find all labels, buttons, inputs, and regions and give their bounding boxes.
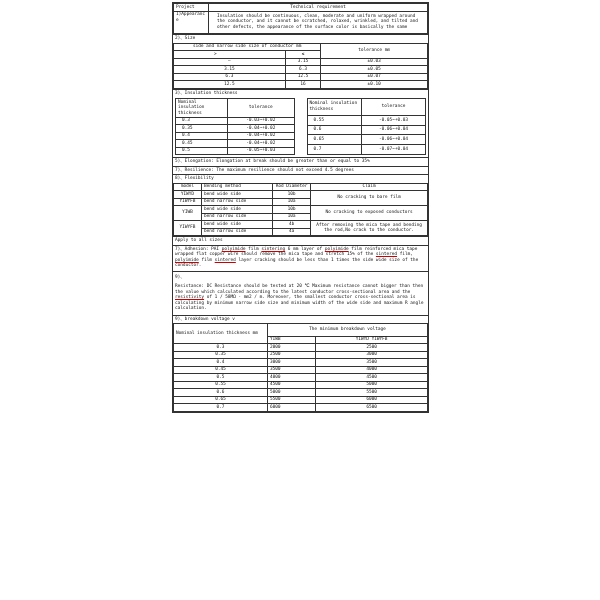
adhesion-term: polyimide <box>221 246 246 252</box>
resistance-label: 9)、 <box>175 274 185 280</box>
resistance-term: resistivity <box>175 295 205 300</box>
table-row <box>174 66 428 74</box>
table-row <box>176 132 295 140</box>
adhesion-term: sintered <box>214 257 236 263</box>
table-row <box>174 73 428 81</box>
thickness-cell: 0.65 <box>307 135 362 145</box>
breakdown-yiwb: 2000 <box>267 344 315 352</box>
breakdown-thickness: 0.55 <box>174 381 268 389</box>
insulation-table-right <box>307 98 427 155</box>
breakdown-yiwb: 5500 <box>267 396 315 404</box>
thickness-cell: 0.4 <box>176 132 228 140</box>
flex-rod: 4a <box>273 228 311 236</box>
breakdown-yiwyd: 2500 <box>316 344 428 352</box>
table-row <box>176 140 295 148</box>
thickness-cell: 0.6 <box>307 125 362 135</box>
flex-header-model: model <box>174 183 202 191</box>
breakdown-yiwyd: 5000 <box>316 381 428 389</box>
tolerance-cell: -0.04~+0.02 <box>228 132 294 140</box>
breakdown-yiwyd: 3000 <box>316 351 428 359</box>
insulation-section-title: 3)、Insulation thickness <box>173 89 428 98</box>
resistance-part: of 1 / 58MΩ · mm2 / m. Moreover, the smallest conductor cross-sectional area is calculating by minimum narrow side size and minimum width of the wide side and maximum R angle calculation. <box>175 295 424 311</box>
flex-method: bend wide side <box>201 206 272 214</box>
adhesion-part: film reinforced mica tape wrapped flat copper wire should remove the mica tape and stretch 15% of the <box>175 246 418 257</box>
flex-model: YIWYD <box>174 191 202 199</box>
adhesion-term: sintered <box>375 252 398 257</box>
breakdown-yiwyd: 6500 <box>316 404 428 412</box>
tolerance-cell: -0.05~+0.03 <box>228 147 294 155</box>
insulation-tables <box>173 97 428 157</box>
flex-rod: 10a <box>273 213 311 221</box>
flex-claim: No cracking to bare film <box>311 191 428 206</box>
size-to: 3.15 <box>285 58 321 66</box>
thickness-cell: 0.5 <box>176 147 228 155</box>
table-row <box>174 374 428 382</box>
breakdown-thickness: 0.35 <box>174 351 268 359</box>
adhesion-term: polyimide <box>175 257 199 263</box>
breakdown-yiwyd: 4500 <box>316 374 428 382</box>
size-tolerance: ±0.05 <box>321 66 428 74</box>
adhesion-part: 7)、Adhesion: PAI <box>175 246 222 252</box>
breakdown-thickness: 0.3 <box>174 344 268 352</box>
flex-model: YIWYFB <box>174 198 202 206</box>
flex-claim: After removing the mica tape and bending the rod,No crack to the conductor. <box>311 221 428 236</box>
table-row <box>174 206 428 214</box>
breakdown-series-yiwb: YIWB <box>267 336 315 344</box>
flex-rod: 10b <box>273 191 311 199</box>
table-row <box>174 366 428 374</box>
breakdown-thickness: 0.5 <box>174 374 268 382</box>
breakdown-header-thickness: Nominal insulation thickness mm <box>174 324 268 344</box>
tolerance-cell: -0.05~+0.03 <box>362 115 426 125</box>
adhesion-part: film <box>198 257 215 263</box>
breakdown-yiwyd: 4000 <box>316 366 428 374</box>
table-row <box>174 381 428 389</box>
size-table-wrap <box>173 43 428 89</box>
adhesion-text <box>173 245 428 271</box>
table-row <box>176 125 295 133</box>
adhesion-part: film, <box>397 252 413 257</box>
thickness-cell: 0.55 <box>307 115 362 125</box>
resistance-part: Resistance: DC Resistance should be tested at 20 ℃ Maximum resistance cannot bigger than then the value which calculated according to the latest conductor cross-sectional area and the <box>175 284 424 295</box>
size-col-dimension: side and narrow side size of conductor mm <box>174 43 321 51</box>
flex-rod: 10a <box>273 198 311 206</box>
size-from: 6.3 <box>174 73 286 81</box>
table-row <box>174 191 428 199</box>
size-sub-greater: > <box>174 51 286 59</box>
elongation-text: 5)、Elongation: Elongation at break should be greater than or equal to 35% <box>173 157 428 166</box>
tolerance-cell: -0.07~+0.04 <box>362 145 426 155</box>
flex-method: bend narrow side <box>201 228 272 236</box>
breakdown-yiwb: 4000 <box>267 374 315 382</box>
table-row <box>307 115 426 125</box>
resilience-text: 7)、Resilience: The maximum resilience should not exceed 4.5 degrees <box>173 166 428 175</box>
breakdown-yiwb: 3500 <box>267 366 315 374</box>
size-to: 16 <box>285 81 321 89</box>
size-tolerance: ±0.07 <box>321 73 428 81</box>
table-row <box>307 135 426 145</box>
project-header: Project <box>174 4 209 12</box>
table-row <box>307 145 426 155</box>
tolerance-cell: -0.04~+0.02 <box>228 140 294 148</box>
breakdown-table <box>173 323 428 412</box>
thickness-cell: 0.35 <box>176 125 228 133</box>
flex-rod: 4b <box>273 221 311 229</box>
flex-claim: No cracking to exposed conductors <box>311 206 428 221</box>
adhesion-term: sintering <box>261 246 286 252</box>
flexibility-footer: Apply to all sizes <box>173 236 428 245</box>
flex-header-claim: Claim <box>311 183 428 191</box>
breakdown-section-title: 9)、breakdown voltage v <box>173 315 428 324</box>
adhesion-part: 6 mm layer of <box>285 246 325 252</box>
size-from: 12.5 <box>174 81 286 89</box>
breakdown-yiwyd: 3500 <box>316 359 428 367</box>
size-to: 6.3 <box>285 66 321 74</box>
size-tolerance: ±0.10 <box>321 81 428 89</box>
tolerance-cell: -0.03~+0.02 <box>228 117 294 125</box>
breakdown-yiwb: 5000 <box>267 389 315 397</box>
breakdown-yiwb: 4500 <box>267 381 315 389</box>
size-table <box>173 43 428 89</box>
flexibility-section-title: 8)、Flexibility <box>173 174 428 183</box>
table-row <box>174 351 428 359</box>
tolerance-cell: -0.06~+0.04 <box>362 125 426 135</box>
adhesion-part: layer cracking should be less than 1 times the side wide size of the conductor. <box>175 257 419 268</box>
breakdown-yiwb: 2500 <box>267 351 315 359</box>
size-section-title: 2)、Size <box>173 34 428 43</box>
flex-method: bend narrow side <box>201 198 272 206</box>
breakdown-thickness: 0.7 <box>174 404 268 412</box>
table-row <box>174 81 428 89</box>
thickness-cell: 0.7 <box>307 145 362 155</box>
flex-method: bend wide side <box>201 221 272 229</box>
breakdown-thickness: 0.6 <box>174 389 268 397</box>
breakdown-thickness: 0.45 <box>174 366 268 374</box>
flex-header-rod: Rod Diameter <box>273 183 311 191</box>
breakdown-yiwb: 6000 <box>267 404 315 412</box>
breakdown-yiwyd: 5500 <box>316 389 428 397</box>
adhesion-part: film <box>245 246 262 252</box>
flex-method: bend wide side <box>201 191 272 199</box>
appearance-label: 1)Appearanc e <box>174 11 209 34</box>
tolerance-header: tolerance <box>228 99 294 118</box>
table-row <box>174 58 428 66</box>
header-row <box>173 3 428 34</box>
breakdown-yiwyd: 6000 <box>316 396 428 404</box>
size-to: 12.5 <box>285 73 321 81</box>
flexibility-table <box>173 183 428 237</box>
flex-model: YIWYFB <box>174 221 202 236</box>
table-row <box>174 221 428 229</box>
table-row <box>174 359 428 367</box>
resistance-text <box>175 284 426 312</box>
table-row <box>174 389 428 397</box>
adhesion-term: polyimide <box>324 246 349 252</box>
breakdown-yiwb: 3000 <box>267 359 315 367</box>
breakdown-thickness: 0.65 <box>174 396 268 404</box>
spec-document <box>172 2 429 413</box>
table-row <box>307 125 426 135</box>
tolerance-cell: -0.06~+0.04 <box>362 135 426 145</box>
tolerance-header: tolerance <box>362 99 426 116</box>
thickness-header: Nominal insulation thickness <box>307 99 362 116</box>
breakdown-header-voltage: The minimum breakdown voltage <box>267 324 427 337</box>
thickness-header: Nominal insulation thickness <box>176 99 228 118</box>
table-row <box>174 344 428 352</box>
thickness-cell: 0.3 <box>176 117 228 125</box>
size-col-tolerance: tolerance mm <box>321 43 428 58</box>
appearance-text: Insulation should be continuous, clean, moderate and uniform wrapped around the conductor, and it cannot be scratched, rolaxed, wrinkled, and tilted and other defects, the appearance of the surface color is basically the same <box>209 11 428 34</box>
table-row <box>176 147 295 155</box>
table-row <box>174 396 428 404</box>
breakdown-series-yiwyd: YIWYD YIWYFB <box>316 336 428 344</box>
size-from: — <box>174 58 286 66</box>
size-sub-lessequal: ≤ <box>285 51 321 59</box>
requirement-header: Technical requirement <box>209 4 428 12</box>
flex-model: YIWB <box>174 206 202 221</box>
breakdown-thickness: 0.4 <box>174 359 268 367</box>
flex-rod: 10b <box>273 206 311 214</box>
size-from: 3.15 <box>174 66 286 74</box>
table-row <box>174 404 428 412</box>
table-row <box>176 117 295 125</box>
thickness-cell: 0.45 <box>176 140 228 148</box>
resistance-block <box>173 271 428 315</box>
size-tolerance: ±0.03 <box>321 58 428 66</box>
insulation-table-left <box>175 98 295 155</box>
flex-header-method: Bending method <box>201 183 272 191</box>
flex-method: bend narrow side <box>201 213 272 221</box>
tolerance-cell: -0.04~+0.02 <box>228 125 294 133</box>
